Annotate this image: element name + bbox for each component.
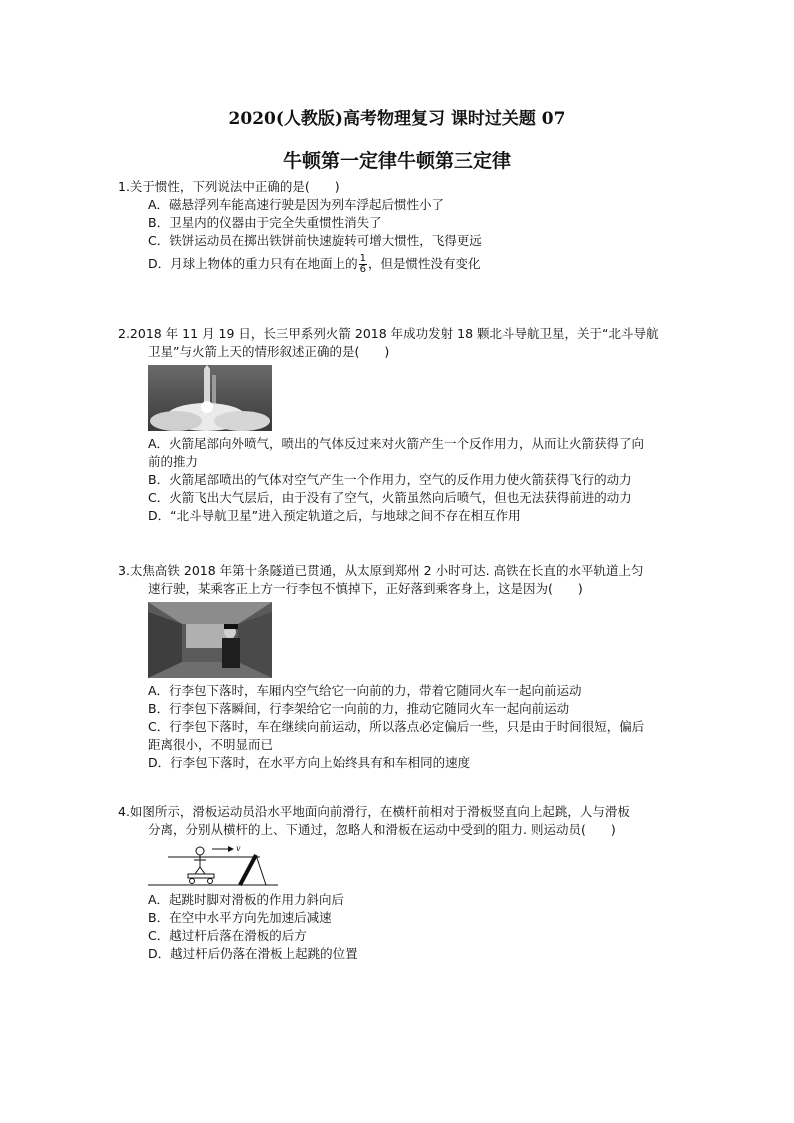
- question-1: [118, 178, 702, 275]
- skateboard-wheel-front: [208, 879, 213, 884]
- question-3: [118, 562, 702, 772]
- question-1-option-d: [118, 254, 702, 275]
- question-1-option-c: C．铁饼运动员在掷出铁饼前快速旋转可增大惯性，飞得更远: [148, 233, 482, 248]
- question-2-option-d: D．“北斗导航卫星”进入预定轨道之后，与地球之间不存在相互作用: [148, 508, 521, 523]
- question-3-stem-line-1: 3.太焦高铁 2018 年第十条隧道已贯通，从太原到郑州 2 小时可达. 高铁在长直的水平轨道上匀: [118, 563, 644, 578]
- rocket-launch-image: [148, 365, 272, 431]
- rocket-flame: [201, 401, 213, 413]
- question-2-option-b: B．火箭尾部喷出的气体对空气产生一个作用力，空气的反作用力使火箭获得飞行的动力: [148, 472, 632, 487]
- fraction-numerator: 1: [359, 253, 367, 264]
- exhaust-cloud-left: [150, 411, 202, 431]
- title-line-1: 2020(人教版)高考物理复习 课时过关题 07: [228, 109, 566, 129]
- fraction-denominator: 6: [359, 264, 367, 275]
- fraction-one-sixth: [359, 254, 367, 275]
- velocity-label: v: [236, 844, 241, 853]
- question-2-stem-line-1: 2.2018 年 11 月 19 日，长三甲系列火箭 2018 年成功发射 18 颗北斗导航卫星，关于“北斗导航: [118, 326, 659, 341]
- question-1-option-a: A．磁悬浮列车能高速行驶是因为列车浮起后惯性小了: [148, 197, 445, 212]
- question-4-option-d: D．越过杆后仍落在滑板上起跳的位置: [148, 946, 358, 961]
- question-1-option-d-text: D．月球上物体的重力只有在地面上的: [148, 256, 358, 271]
- velocity-arrowhead: [228, 846, 234, 852]
- question-3-option-c-line-1: C．行李包下落时，车在继续向前运动，所以落点必定偏后一些，只是由于时间很短，偏后: [148, 719, 645, 734]
- question-2-option-c: C．火箭飞出大气层后，由于没有了空气，火箭虽然向后喷气，但也无法获得前进的动力: [148, 490, 632, 505]
- launch-tower: [212, 375, 216, 405]
- question-4-option-a: A．起跳时脚对滑板的作用力斜向后: [148, 892, 345, 907]
- question-4-option-c: C．越过杆后落在滑板的后方: [148, 928, 307, 943]
- question-4-stem-line-2: 分离，分别从横杆的上、下通过，忽略人和滑板在运动中受到的阻力. 则运动员( ): [148, 822, 616, 837]
- title-line-2: 牛顿第一定律牛顿第三定律: [282, 150, 511, 172]
- question-4-option-b: B．在空中水平方向先加速后减速: [148, 910, 332, 925]
- exhaust-cloud-right: [214, 411, 270, 431]
- skater-right-leg: [200, 867, 205, 874]
- question-3-stem-line-2: 速行驶，某乘客正上方一行李包不慎掉下，正好落到乘客身上，这是因为( ): [148, 581, 583, 596]
- attendant-body: [222, 638, 240, 668]
- attendant-cap: [224, 624, 238, 629]
- question-3-option-b: B．行李包下落瞬间，行李架给它一向前的力，推动它随同火车一起向前运动: [148, 701, 570, 716]
- rocket-body: [204, 369, 210, 403]
- question-2: [118, 325, 702, 525]
- question-4-stem-line-1: 4.如图所示，滑板运动员沿水平地面向前滑行，在横杆前相对于滑板竖直向上起跳，人与滑板: [118, 804, 630, 819]
- skateboard-wheel-rear: [190, 879, 195, 884]
- question-3-option-d: D．行李包下落时，在水平方向上始终具有和车相同的速度: [148, 755, 471, 770]
- question-2-option-a-line-2: 前的推力: [148, 454, 199, 469]
- question-1-option-d-text-end: ，但是惯性没有变化: [368, 256, 481, 271]
- question-3-option-c-line-2: 距离很小，不明显而已: [148, 737, 274, 752]
- question-1-option-b: B．卫星内的仪器由于完全失重惯性消失了: [148, 215, 382, 230]
- question-1-stem: 1.关于惯性，下列说法中正确的是( ): [118, 179, 340, 194]
- skater-head: [196, 847, 204, 855]
- skateboard-figure: [148, 843, 278, 889]
- support-brace: [256, 855, 266, 885]
- train-interior-image: [148, 602, 272, 678]
- question-2-stem-line-2: 卫星”与火箭上天的情形叙述正确的是( ): [148, 344, 390, 359]
- question-2-option-a-line-1: A．火箭尾部向外喷气，喷出的气体反过来对火箭产生一个反作用力，从而让火箭获得了向: [148, 436, 645, 451]
- question-3-option-a: A．行李包下落时，车厢内空气给它一向前的力，带着它随同火车一起向前运动: [148, 683, 582, 698]
- support-post: [240, 855, 256, 885]
- skateboard: [188, 874, 214, 878]
- question-4: [118, 803, 702, 963]
- skater-left-leg: [195, 867, 200, 874]
